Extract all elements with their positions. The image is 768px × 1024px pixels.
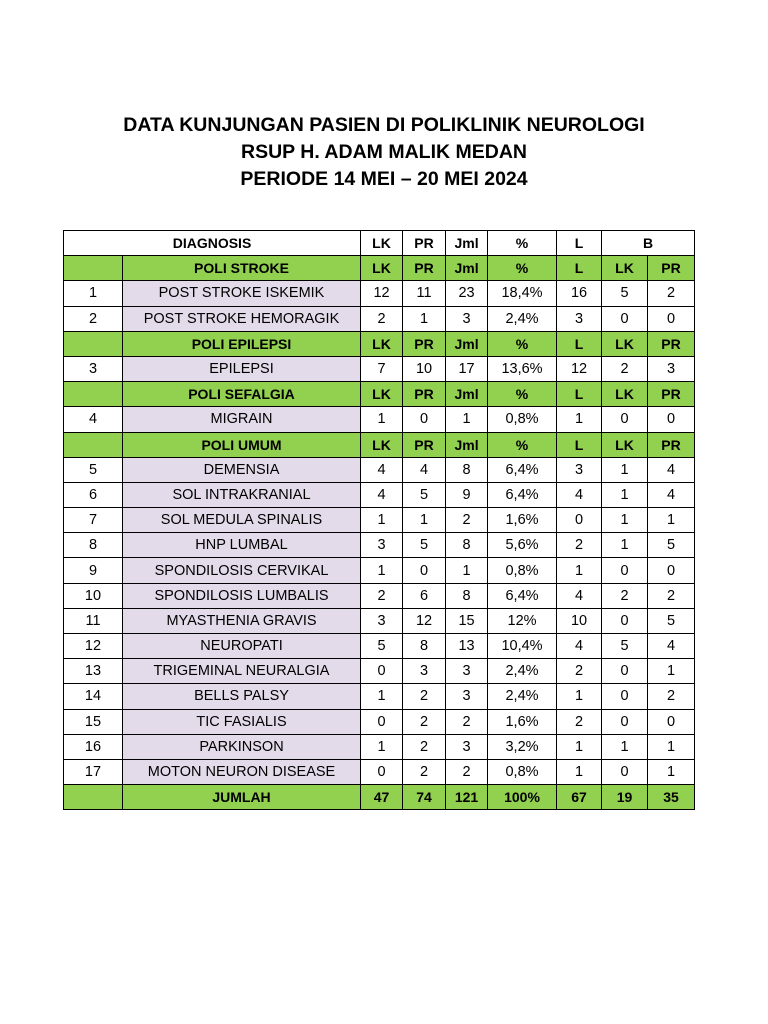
lk-cell: 0 <box>361 659 403 684</box>
b-pr-cell: 0 <box>648 558 695 583</box>
b-pr-cell: 1 <box>648 659 695 684</box>
b-lk-cell: 1 <box>602 508 648 533</box>
jml-cell: 13 <box>446 634 488 659</box>
b-pr-cell: 1 <box>648 734 695 759</box>
group-spacer-cell <box>64 382 123 407</box>
lk-cell: 1 <box>361 684 403 709</box>
l-cell: 1 <box>557 407 602 432</box>
row-number: 6 <box>64 482 123 507</box>
diagnosis-cell: TRIGEMINAL NEURALGIA <box>123 659 361 684</box>
table-row <box>64 281 695 306</box>
l-cell: 4 <box>557 482 602 507</box>
jml-cell: 3 <box>446 684 488 709</box>
lk-cell: 2 <box>361 306 403 331</box>
b-pr-cell: 1 <box>648 759 695 784</box>
lk-cell: 0 <box>361 759 403 784</box>
pr-cell: 5 <box>403 533 446 558</box>
diagnosis-cell: HNP LUMBAL <box>123 533 361 558</box>
b-pr-cell: 5 <box>648 533 695 558</box>
table-row <box>64 659 695 684</box>
percent-cell: 13,6% <box>488 356 557 381</box>
row-number: 10 <box>64 583 123 608</box>
group-col-label: LK <box>361 256 403 281</box>
row-number: 2 <box>64 306 123 331</box>
table-row <box>64 734 695 759</box>
row-number: 16 <box>64 734 123 759</box>
percent-cell: 18,4% <box>488 281 557 306</box>
diagnosis-cell: SPONDILOSIS LUMBALIS <box>123 583 361 608</box>
table-row <box>64 608 695 633</box>
l-cell: 1 <box>557 759 602 784</box>
lk-cell: 1 <box>361 407 403 432</box>
pr-cell: 4 <box>403 457 446 482</box>
group-col-label: L <box>557 382 602 407</box>
pr-cell: 0 <box>403 558 446 583</box>
group-name: POLI STROKE <box>123 256 361 281</box>
diagnosis-cell: MOTON NEURON DISEASE <box>123 759 361 784</box>
lk-cell: 1 <box>361 508 403 533</box>
group-header-row <box>64 382 695 407</box>
percent-cell: 2,4% <box>488 306 557 331</box>
pr-cell: 8 <box>403 634 446 659</box>
jml-cell: 3 <box>446 734 488 759</box>
lk-cell: 2 <box>361 583 403 608</box>
l-cell: 3 <box>557 306 602 331</box>
diagnosis-cell: NEUROPATI <box>123 634 361 659</box>
l-cell: 3 <box>557 457 602 482</box>
lk-cell: 3 <box>361 608 403 633</box>
b-pr-cell: 0 <box>648 306 695 331</box>
group-col-label: PR <box>403 432 446 457</box>
diagnosis-cell: DEMENSIA <box>123 457 361 482</box>
lk-cell: 4 <box>361 482 403 507</box>
group-col-label: LK <box>602 331 648 356</box>
lk-cell: 5 <box>361 634 403 659</box>
total-jml: 121 <box>446 785 488 810</box>
group-spacer-cell <box>64 256 123 281</box>
table-row <box>64 583 695 608</box>
b-lk-cell: 0 <box>602 759 648 784</box>
diagnosis-cell: PARKINSON <box>123 734 361 759</box>
diagnosis-cell: MYASTHENIA GRAVIS <box>123 608 361 633</box>
l-cell: 0 <box>557 508 602 533</box>
header-l: L <box>557 231 602 256</box>
percent-cell: 2,4% <box>488 684 557 709</box>
group-col-label: LK <box>602 382 648 407</box>
b-lk-cell: 0 <box>602 407 648 432</box>
b-lk-cell: 2 <box>602 583 648 608</box>
b-lk-cell: 1 <box>602 457 648 482</box>
table-row <box>64 407 695 432</box>
b-lk-cell: 2 <box>602 356 648 381</box>
row-number: 1 <box>64 281 123 306</box>
header-lk: LK <box>361 231 403 256</box>
b-pr-cell: 1 <box>648 508 695 533</box>
group-col-label: LK <box>602 432 648 457</box>
lk-cell: 1 <box>361 558 403 583</box>
jml-cell: 8 <box>446 583 488 608</box>
row-number: 12 <box>64 634 123 659</box>
header-pr: PR <box>403 231 446 256</box>
row-number: 5 <box>64 457 123 482</box>
percent-cell: 6,4% <box>488 482 557 507</box>
group-col-label: L <box>557 432 602 457</box>
group-col-label: PR <box>403 331 446 356</box>
document-title <box>0 112 768 193</box>
diagnosis-cell: SPONDILOSIS CERVIKAL <box>123 558 361 583</box>
jml-cell: 2 <box>446 508 488 533</box>
pr-cell: 5 <box>403 482 446 507</box>
lk-cell: 3 <box>361 533 403 558</box>
table-row <box>64 306 695 331</box>
jml-cell: 15 <box>446 608 488 633</box>
diagnosis-cell: TIC FASIALIS <box>123 709 361 734</box>
l-cell: 1 <box>557 558 602 583</box>
header-b: B <box>602 231 695 256</box>
percent-cell: 1,6% <box>488 508 557 533</box>
b-pr-cell: 4 <box>648 634 695 659</box>
group-col-label: LK <box>361 432 403 457</box>
percent-cell: 5,6% <box>488 533 557 558</box>
header-diagnosis: DIAGNOSIS <box>64 231 361 256</box>
group-col-label: PR <box>648 382 695 407</box>
group-spacer-cell <box>64 432 123 457</box>
b-pr-cell: 0 <box>648 407 695 432</box>
jml-cell: 8 <box>446 533 488 558</box>
table-row <box>64 533 695 558</box>
b-lk-cell: 5 <box>602 634 648 659</box>
b-pr-cell: 4 <box>648 457 695 482</box>
pr-cell: 3 <box>403 659 446 684</box>
diagnosis-cell: EPILEPSI <box>123 356 361 381</box>
group-col-label: Jml <box>446 256 488 281</box>
group-col-label: Jml <box>446 382 488 407</box>
l-cell: 4 <box>557 583 602 608</box>
pr-cell: 2 <box>403 684 446 709</box>
b-lk-cell: 0 <box>602 684 648 709</box>
percent-cell: 3,2% <box>488 734 557 759</box>
percent-cell: 6,4% <box>488 583 557 608</box>
row-number: 7 <box>64 508 123 533</box>
row-number: 14 <box>64 684 123 709</box>
b-pr-cell: 0 <box>648 709 695 734</box>
jml-cell: 1 <box>446 407 488 432</box>
pr-cell: 10 <box>403 356 446 381</box>
header-percent: % <box>488 231 557 256</box>
percent-cell: 0,8% <box>488 558 557 583</box>
group-name: POLI EPILEPSI <box>123 331 361 356</box>
l-cell: 4 <box>557 634 602 659</box>
total-label: JUMLAH <box>123 785 361 810</box>
group-col-label: PR <box>648 432 695 457</box>
row-number: 8 <box>64 533 123 558</box>
table-row <box>64 634 695 659</box>
percent-cell: 0,8% <box>488 759 557 784</box>
percent-cell: 1,6% <box>488 709 557 734</box>
diagnosis-cell: BELLS PALSY <box>123 684 361 709</box>
group-col-label: PR <box>403 382 446 407</box>
l-cell: 10 <box>557 608 602 633</box>
l-cell: 2 <box>557 659 602 684</box>
table-header-row <box>64 231 695 256</box>
diagnosis-cell: POST STROKE HEMORAGIK <box>123 306 361 331</box>
total-b-lk: 19 <box>602 785 648 810</box>
table-row <box>64 558 695 583</box>
group-col-label: PR <box>648 256 695 281</box>
lk-cell: 12 <box>361 281 403 306</box>
percent-cell: 2,4% <box>488 659 557 684</box>
b-pr-cell: 2 <box>648 684 695 709</box>
l-cell: 12 <box>557 356 602 381</box>
total-spacer-cell <box>64 785 123 810</box>
row-number: 17 <box>64 759 123 784</box>
group-name: POLI SEFALGIA <box>123 382 361 407</box>
table-row <box>64 508 695 533</box>
table-row <box>64 759 695 784</box>
percent-cell: 12% <box>488 608 557 633</box>
b-lk-cell: 0 <box>602 306 648 331</box>
row-number: 9 <box>64 558 123 583</box>
group-col-label: L <box>557 331 602 356</box>
b-pr-cell: 5 <box>648 608 695 633</box>
jml-cell: 9 <box>446 482 488 507</box>
group-col-label: % <box>488 432 557 457</box>
b-pr-cell: 3 <box>648 356 695 381</box>
group-col-label: L <box>557 256 602 281</box>
title-line-3: PERIODE 14 MEI – 20 MEI 2024 <box>240 168 528 190</box>
lk-cell: 7 <box>361 356 403 381</box>
table-row <box>64 457 695 482</box>
row-number: 4 <box>64 407 123 432</box>
jml-cell: 2 <box>446 709 488 734</box>
total-b-pr: 35 <box>648 785 695 810</box>
jml-cell: 3 <box>446 306 488 331</box>
pr-cell: 2 <box>403 734 446 759</box>
total-lk: 47 <box>361 785 403 810</box>
b-lk-cell: 0 <box>602 659 648 684</box>
row-number: 13 <box>64 659 123 684</box>
jml-cell: 23 <box>446 281 488 306</box>
total-percent: 100% <box>488 785 557 810</box>
diagnosis-cell: MIGRAIN <box>123 407 361 432</box>
table-row <box>64 709 695 734</box>
header-jml: Jml <box>446 231 488 256</box>
group-col-label: LK <box>602 256 648 281</box>
jml-cell: 8 <box>446 457 488 482</box>
b-lk-cell: 5 <box>602 281 648 306</box>
group-col-label: % <box>488 256 557 281</box>
title-line-1: DATA KUNJUNGAN PASIEN DI POLIKLINIK NEUROLOGI <box>123 114 645 136</box>
group-col-label: LK <box>361 382 403 407</box>
pr-cell: 1 <box>403 306 446 331</box>
b-lk-cell: 0 <box>602 608 648 633</box>
b-pr-cell: 4 <box>648 482 695 507</box>
pr-cell: 2 <box>403 759 446 784</box>
group-header-row <box>64 256 695 281</box>
diagnosis-cell: SOL MEDULA SPINALIS <box>123 508 361 533</box>
b-lk-cell: 1 <box>602 734 648 759</box>
group-col-label: Jml <box>446 331 488 356</box>
group-spacer-cell <box>64 331 123 356</box>
group-col-label: LK <box>361 331 403 356</box>
jml-cell: 2 <box>446 759 488 784</box>
total-pr: 74 <box>403 785 446 810</box>
pr-cell: 1 <box>403 508 446 533</box>
group-col-label: % <box>488 382 557 407</box>
group-col-label: Jml <box>446 432 488 457</box>
table-row <box>64 356 695 381</box>
title-line-2: RSUP H. ADAM MALIK MEDAN <box>241 141 527 163</box>
percent-cell: 6,4% <box>488 457 557 482</box>
group-col-label: % <box>488 331 557 356</box>
total-l: 67 <box>557 785 602 810</box>
pr-cell: 11 <box>403 281 446 306</box>
l-cell: 2 <box>557 709 602 734</box>
b-pr-cell: 2 <box>648 281 695 306</box>
l-cell: 2 <box>557 533 602 558</box>
l-cell: 1 <box>557 684 602 709</box>
b-lk-cell: 0 <box>602 558 648 583</box>
b-lk-cell: 1 <box>602 482 648 507</box>
row-number: 11 <box>64 608 123 633</box>
diagnosis-cell: POST STROKE ISKEMIK <box>123 281 361 306</box>
percent-cell: 10,4% <box>488 634 557 659</box>
table-row <box>64 482 695 507</box>
b-pr-cell: 2 <box>648 583 695 608</box>
table-row <box>64 684 695 709</box>
row-number: 3 <box>64 356 123 381</box>
lk-cell: 4 <box>361 457 403 482</box>
lk-cell: 0 <box>361 709 403 734</box>
percent-cell: 0,8% <box>488 407 557 432</box>
group-header-row <box>64 331 695 356</box>
b-lk-cell: 1 <box>602 533 648 558</box>
group-col-label: PR <box>403 256 446 281</box>
jml-cell: 3 <box>446 659 488 684</box>
b-lk-cell: 0 <box>602 709 648 734</box>
jml-cell: 17 <box>446 356 488 381</box>
total-row <box>64 785 695 810</box>
pr-cell: 2 <box>403 709 446 734</box>
group-header-row <box>64 432 695 457</box>
row-number: 15 <box>64 709 123 734</box>
pr-cell: 12 <box>403 608 446 633</box>
pr-cell: 6 <box>403 583 446 608</box>
pr-cell: 0 <box>403 407 446 432</box>
diagnosis-cell: SOL INTRAKRANIAL <box>123 482 361 507</box>
patient-visit-table <box>63 230 695 810</box>
group-col-label: PR <box>648 331 695 356</box>
group-name: POLI UMUM <box>123 432 361 457</box>
jml-cell: 1 <box>446 558 488 583</box>
l-cell: 16 <box>557 281 602 306</box>
lk-cell: 1 <box>361 734 403 759</box>
l-cell: 1 <box>557 734 602 759</box>
